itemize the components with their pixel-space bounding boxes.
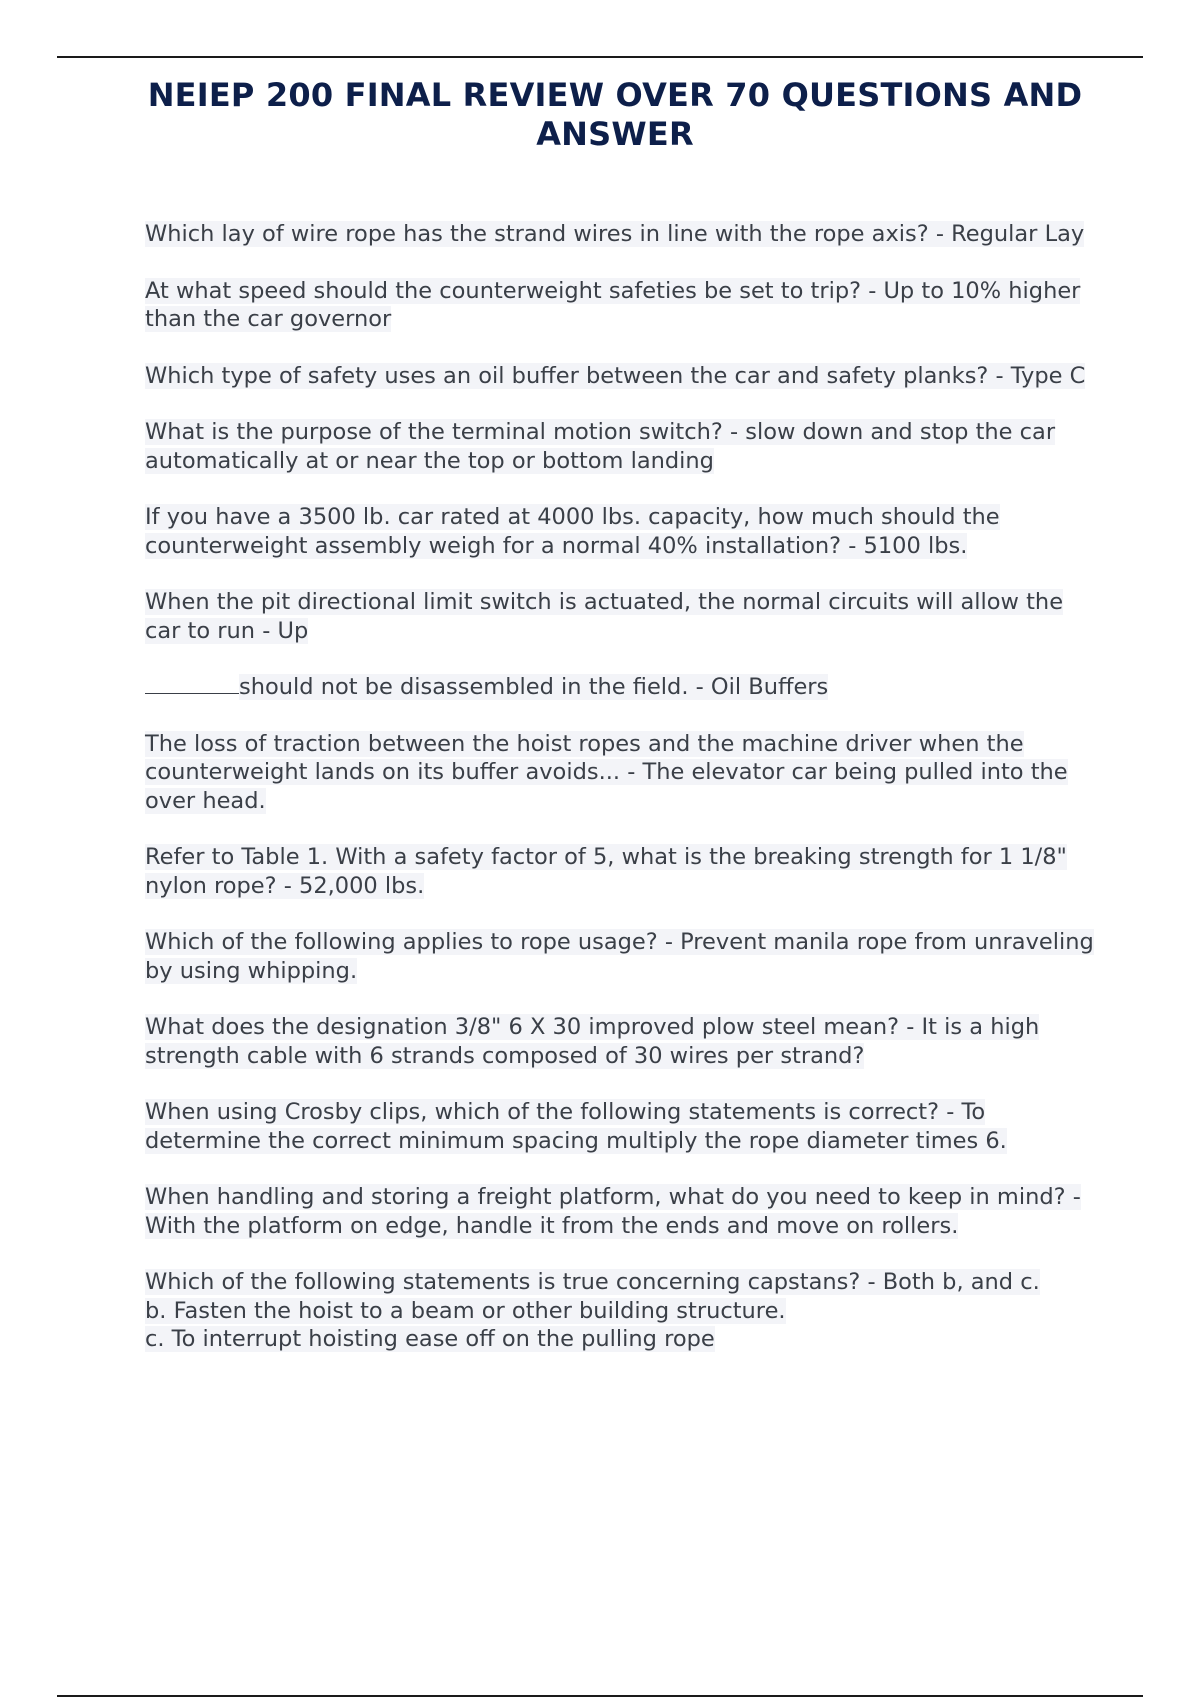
qa-text: The loss of traction between the hoist ropes and the machine driver when the counterweight lands on its buffer avoids... - The elevator car being pulled into the over head.: [145, 730, 1068, 814]
qa-text: What does the designation 3/8" 6 X 30 improved plow steel mean? - It is a high strength cable with 6 strands composed of 30 wires per strand?: [145, 1014, 1040, 1069]
qa-item: [145, 843, 1105, 900]
qa-text: Which of the following applies to rope usage? - Prevent manila rope from unraveling by using whipping.: [145, 929, 1094, 984]
qa-text: When using Crosby clips, which of the following statements is correct? - To determine the correct minimum spacing multiply the rope diameter times 6.: [145, 1099, 1007, 1154]
fill-in-blank: [145, 673, 239, 694]
qa-item: [145, 1013, 1105, 1070]
qa-text: When the pit directional limit switch is actuated, the normal circuits will allow the car to run - Up: [145, 589, 1064, 644]
qa-text: At what speed should the counterweight safeties be set to trip? - Up to 10% higher than the car governor: [145, 277, 1081, 332]
qa-item: [145, 277, 1105, 334]
qa-text: Which lay of wire rope has the strand wires in line with the rope axis? - Regular Lay: [145, 221, 1085, 247]
qa-option-c: c. To interrupt hoisting ease off on the pulling rope: [145, 1326, 715, 1352]
document-title: NEIEP 200 FINAL REVIEW OVER 70 QUESTIONS AND ANSWER: [147, 76, 1083, 153]
qa-item: [145, 1098, 1105, 1155]
qa-item: [145, 673, 1105, 702]
qa-option-b: b. Fasten the hoist to a beam or other building structure.: [145, 1297, 786, 1324]
qa-item: [145, 418, 1105, 475]
qa-text: When handling and storing a freight platform, what do you need to keep in mind? - With the platform on edge, handle it from the ends and move on rollers.: [145, 1184, 1081, 1239]
qa-text: If you have a 3500 lb. car rated at 4000 lbs. capacity, how much should the counterweight assembly weigh for a normal 40% installation? - 5100 lbs.: [145, 504, 1000, 559]
qa-text: Which type of safety uses an oil buffer between the car and safety planks? - Type C: [145, 362, 1086, 389]
qa-list: [145, 220, 1105, 1382]
bottom-rule: [57, 1695, 1143, 1697]
qa-item: [145, 730, 1105, 816]
qa-item: [145, 362, 1105, 391]
qa-text: Which of the following statements is true concerning capstans? - Both b, and c.: [145, 1269, 1040, 1295]
top-rule: [57, 56, 1143, 58]
qa-item: [145, 220, 1105, 249]
qa-text: should not be disassembled in the field. - Oil Buffers: [239, 674, 829, 700]
qa-text: Refer to Table 1. With a safety factor of 5, what is the breaking strength for 1 1/8" nylon rope? - 52,000 lbs.: [145, 844, 1067, 899]
qa-item: [145, 588, 1105, 645]
qa-item: [145, 503, 1105, 560]
qa-text: What is the purpose of the terminal motion switch? - slow down and stop the car automatically at or near the top or bottom landing: [145, 419, 1056, 474]
qa-item: [145, 928, 1105, 985]
qa-item: [145, 1183, 1105, 1240]
qa-item: [145, 1268, 1105, 1354]
